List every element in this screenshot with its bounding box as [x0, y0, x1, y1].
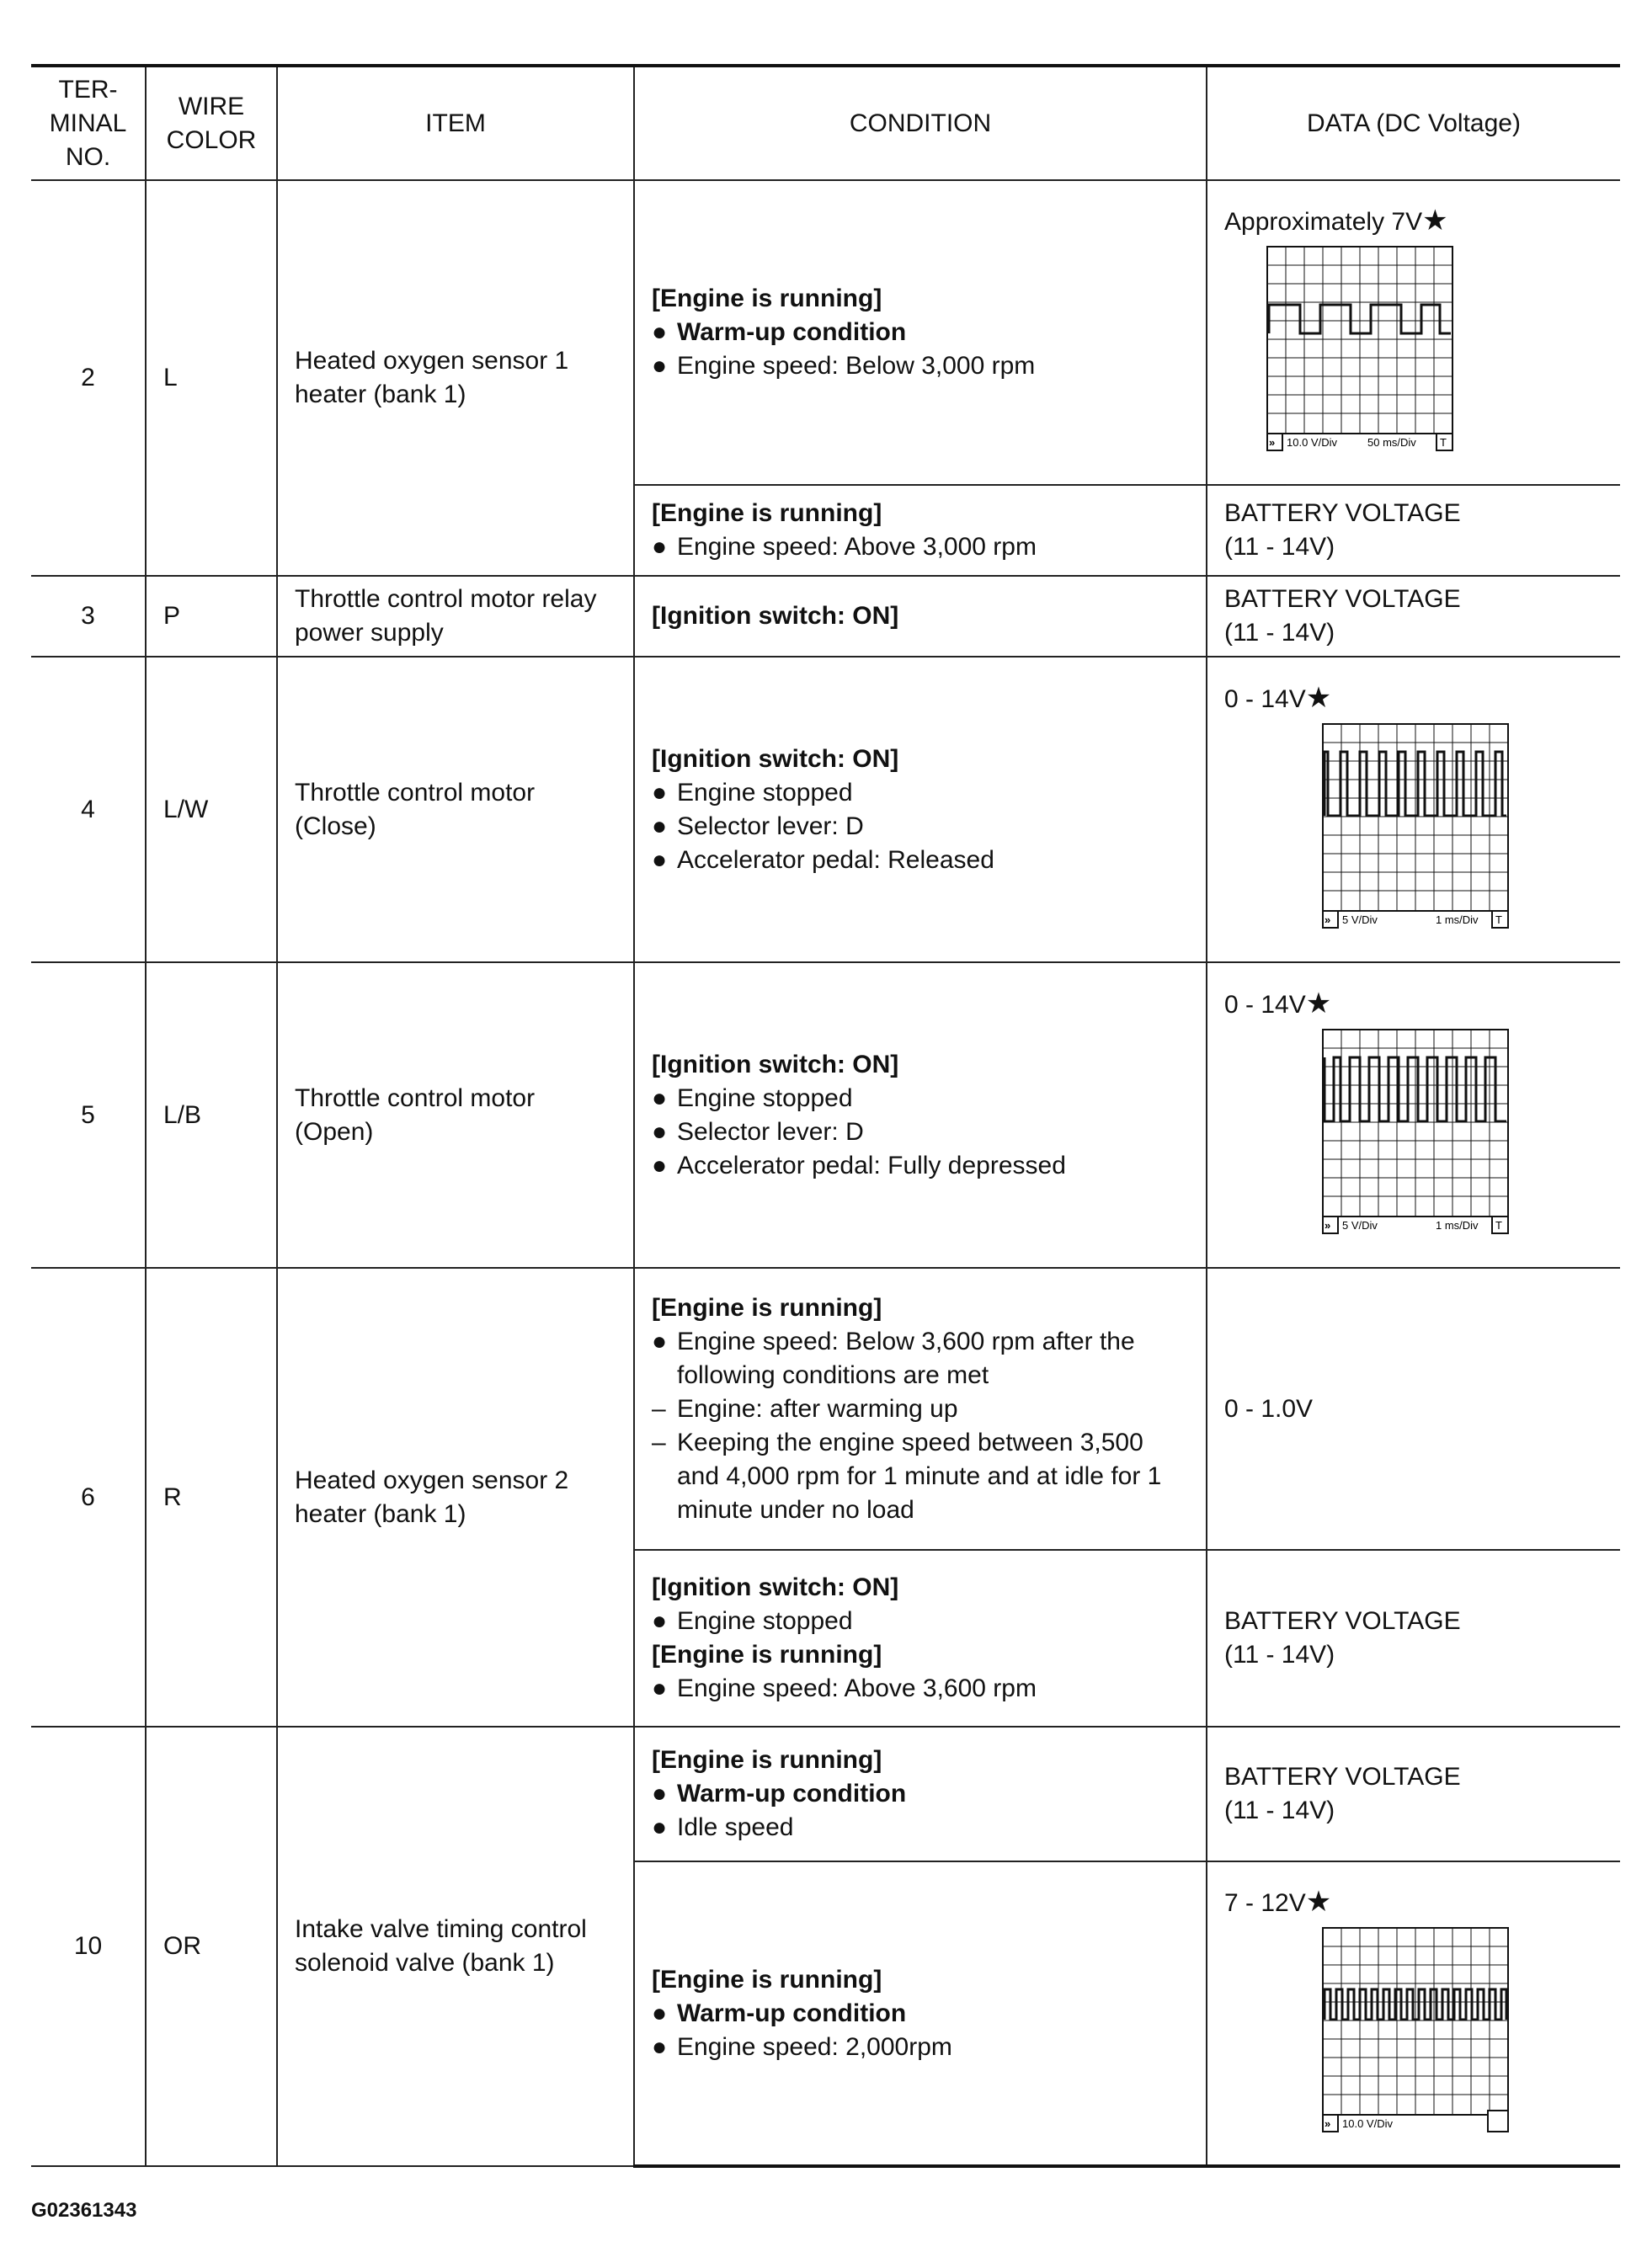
table-row — [31, 962, 1620, 1268]
data-cell: BATTERY VOLTAGE (11 - 14V) — [1207, 1550, 1620, 1727]
condition-cell: [Ignition switch: ON] ● Engine stopped ● Selector lever: D ● Accelerator pedal: Fully depressed — [634, 962, 1207, 1268]
wire-color: L/B — [146, 962, 277, 1268]
svg-text:10.0 V/Div: 10.0 V/Div — [1287, 436, 1337, 449]
svg-text:10.0 V/Div: 10.0 V/Div — [1342, 2116, 1393, 2130]
figure-code: G02361343 — [31, 2199, 137, 2222]
condition-cell: [Ignition switch: ON] ● Engine stopped ● Selector lever: D ● Accelerator pedal: Released — [634, 657, 1207, 962]
star-icon: ★ — [1422, 205, 1448, 237]
data-cell: 0 - 1.0V — [1207, 1268, 1620, 1550]
svg-text:50 ms/Div: 50 ms/Div — [1367, 436, 1416, 449]
svg-text:1 ms/Div: 1 ms/Div — [1436, 913, 1479, 926]
terminal-no: 4 — [31, 657, 146, 962]
wire-color: L — [146, 180, 277, 576]
svg-text:»: » — [1325, 913, 1331, 926]
header-condition: CONDITION — [634, 66, 1207, 180]
data-cell: BATTERY VOLTAGE (11 - 14V) — [1207, 576, 1620, 657]
item-cell: Throttle control motor (Open) — [277, 962, 634, 1268]
header-wire-color: WIRE COLOR — [146, 66, 277, 180]
oscilloscope-waveform-icon — [1322, 1927, 1509, 2133]
condition-cell: [Engine is running] ● Warm-up condition ● Idle speed — [634, 1727, 1207, 1861]
star-icon: ★ — [1305, 681, 1332, 714]
item-cell: Throttle control motor (Close) — [277, 657, 634, 962]
data-cell: BATTERY VOLTAGE (11 - 14V) — [1207, 485, 1620, 576]
condition-cell: [Engine is running] ● Engine speed: Above 3,000 rpm — [634, 485, 1207, 576]
condition-cell: [Ignition switch: ON] ● Engine stopped [Engine is running] ● Engine speed: Above 3,600 rpm — [634, 1550, 1207, 1727]
oscilloscope-waveform-icon — [1322, 723, 1509, 929]
wire-color: L/W — [146, 657, 277, 962]
terminal-spec-table — [31, 64, 1620, 2168]
oscilloscope-waveform-icon — [1266, 246, 1453, 452]
header-data: DATA (DC Voltage) — [1207, 66, 1620, 180]
table-row — [31, 657, 1620, 962]
table-row — [31, 180, 1620, 485]
svg-text:5 V/Div: 5 V/Div — [1342, 913, 1378, 926]
data-cell: 7 - 12V★ » 10.0 V/Div — [1207, 1861, 1620, 2166]
data-cell: 0 - 14V★ » 5 V/Div 1 ms/Div T — [1207, 962, 1620, 1268]
svg-text:T: T — [1495, 1218, 1502, 1232]
item-cell: Intake valve timing control solenoid valve (bank 1) — [277, 1727, 634, 2166]
oscilloscope-waveform-icon — [1322, 1029, 1509, 1235]
item-cell: Throttle control motor relay power supply — [277, 576, 634, 657]
header-row — [31, 66, 1620, 180]
condition-cell: [Engine is running] ● Warm-up condition ● Engine speed: 2,000rpm — [634, 1861, 1207, 2166]
svg-text:T: T — [1440, 436, 1447, 449]
item-cell: Heated oxygen sensor 1 heater (bank 1) — [277, 180, 634, 576]
data-cell: Approximately 7V★ » 10.0 V/Div 50 ms/Div T — [1207, 180, 1620, 485]
terminal-no: 2 — [31, 180, 146, 576]
wire-color: P — [146, 576, 277, 657]
terminal-no: 3 — [31, 576, 146, 657]
table-row — [31, 1727, 1620, 1861]
header-terminal: TER- MINAL NO. — [31, 66, 146, 180]
data-cell: BATTERY VOLTAGE (11 - 14V) — [1207, 1727, 1620, 1861]
condition-cell: [Engine is running] ● Warm-up condition ● Engine speed: Below 3,000 rpm — [634, 180, 1207, 485]
star-icon: ★ — [1305, 1885, 1332, 1918]
terminal-no: 5 — [31, 962, 146, 1268]
star-icon: ★ — [1305, 987, 1332, 1020]
table-row — [31, 576, 1620, 657]
terminal-no: 6 — [31, 1268, 146, 1727]
svg-text:»: » — [1269, 436, 1276, 449]
table-row — [31, 1268, 1620, 1550]
terminal-no: 10 — [31, 1727, 146, 2166]
wire-color: R — [146, 1268, 277, 1727]
svg-text:»: » — [1325, 2116, 1331, 2130]
condition-cell: [Ignition switch: ON] — [634, 576, 1207, 657]
svg-text:»: » — [1325, 1218, 1331, 1232]
svg-text:T: T — [1495, 913, 1502, 926]
item-cell: Heated oxygen sensor 2 heater (bank 1) — [277, 1268, 634, 1727]
svg-text:5 V/Div: 5 V/Div — [1342, 1218, 1378, 1232]
wire-color: OR — [146, 1727, 277, 2166]
condition-cell: [Engine is running] ● Engine speed: Below 3,600 rpm after the following conditions are met – Engine: after warming up – Keeping the engine speed between 3,500 and 4,000 rpm for 1 minute and at idle for 1 minute under no load — [634, 1268, 1207, 1550]
data-cell: 0 - 14V★ » 5 V/Div 1 ms/Div T — [1207, 657, 1620, 962]
svg-text:1 ms/Div: 1 ms/Div — [1436, 1218, 1479, 1232]
header-item: ITEM — [277, 66, 634, 180]
